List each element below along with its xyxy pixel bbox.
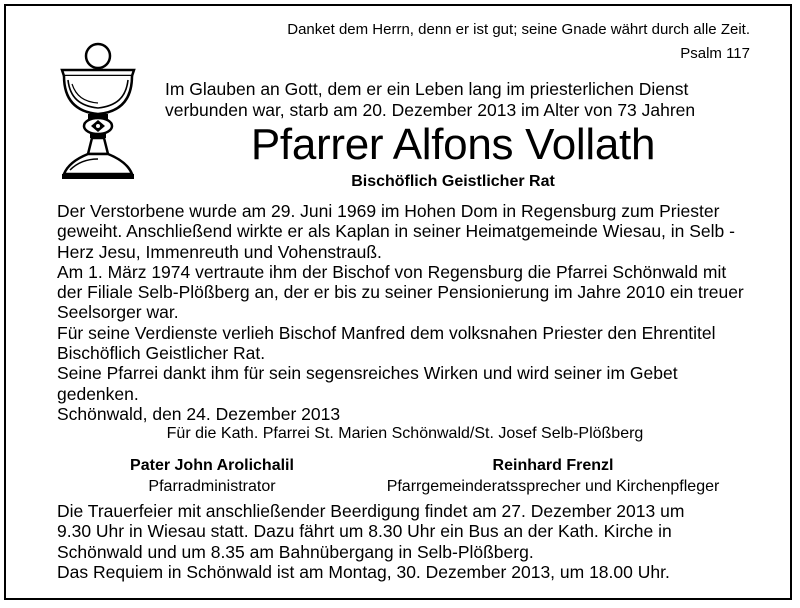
verse-source: Psalm 117 bbox=[680, 45, 750, 62]
deceased-name-block bbox=[0, 120, 800, 170]
body-line: gedenken. bbox=[57, 383, 139, 404]
body-line: Seelsorger war. bbox=[57, 302, 179, 323]
body-line: der Filiale Selb-Plößberg an, der er bis zu seiner Pensionierung im Jahre 2010 ein treuer bbox=[57, 282, 744, 303]
intro-line: Im Glauben an Gott, dem er ein Leben lang im priesterlichen Dienst bbox=[165, 79, 689, 99]
body-line: Der Verstorbene wurde am 29. Juni 1969 im Hohen Dom in Regensburg zum Priester bbox=[57, 201, 720, 221]
deceased-title-block bbox=[0, 173, 800, 191]
funeral-info bbox=[57, 501, 684, 582]
body-line: Für seine Verdienste verlieh Bischof Manfred dem volksnahen Priester den Ehrentitel bbox=[57, 322, 716, 343]
funeral-line: Schönwald und um 8.35 am Bahnübergang in Selb-Plößberg. bbox=[57, 541, 534, 562]
parish-line-block bbox=[0, 425, 800, 443]
parish-line: Für die Kath. Pfarrei St. Marien Schönwald/St. Josef Selb-Plößberg bbox=[166, 425, 644, 442]
signatory-name: Pater John Arolichalil bbox=[130, 457, 294, 474]
signatory-name: Reinhard Frenzl bbox=[492, 457, 614, 474]
body-line: Bischöflich Geistlicher Rat. bbox=[57, 343, 266, 364]
body-line: Am 1. März 1974 vertraute ihm der Bischof von Regensburg die Pfarrei Schönwald mit bbox=[57, 261, 727, 282]
body-line: Schönwald, den 24. Dezember 2013 bbox=[57, 403, 341, 424]
body-line: Herz Jesu, Immenreuth und Vohenstrauß. bbox=[57, 241, 382, 262]
funeral-line: 9.30 Uhr in Wiesau statt. Dazu fährt um 8.30 Uhr ein Bus an der Kath. Kirche in bbox=[57, 521, 672, 542]
funeral-line: Das Requiem in Schönwald ist am Montag, 30. Dezember 2013, um 18.00 Uhr. bbox=[57, 561, 670, 582]
obituary-body bbox=[57, 201, 744, 424]
bible-verse: Danket dem Herrn, denn er ist gut; seine Gnade währt durch alle Zeit. bbox=[287, 21, 750, 38]
signatory-role: Pfarradministrator bbox=[148, 478, 276, 495]
intro-line: verbunden war, starb am 20. Dezember 2013 im Alter von 73 Jahren bbox=[165, 100, 696, 120]
funeral-line: Die Trauerfeier mit anschließender Beerdigung findet am 27. Dezember 2013 um bbox=[57, 501, 685, 521]
signatory-1 bbox=[92, 455, 332, 497]
deceased-title: Bischöflich Geistlicher Rat bbox=[351, 173, 555, 190]
deceased-name: Pfarrer Alfons Vollath bbox=[250, 120, 656, 169]
body-line: Seine Pfarrei dankt ihm für sein segensreiches Wirken und wird seiner im Gebet bbox=[57, 363, 678, 384]
body-line: geweiht. Anschließend wirkte er als Kaplan in seiner Heimatgemeinde Wiesau, in Selb - bbox=[57, 221, 735, 242]
signatory-role: Pfarrgemeinderatssprecher und Kirchenpfleger bbox=[386, 478, 720, 495]
signatory-2 bbox=[368, 455, 738, 497]
intro-text bbox=[165, 79, 695, 121]
